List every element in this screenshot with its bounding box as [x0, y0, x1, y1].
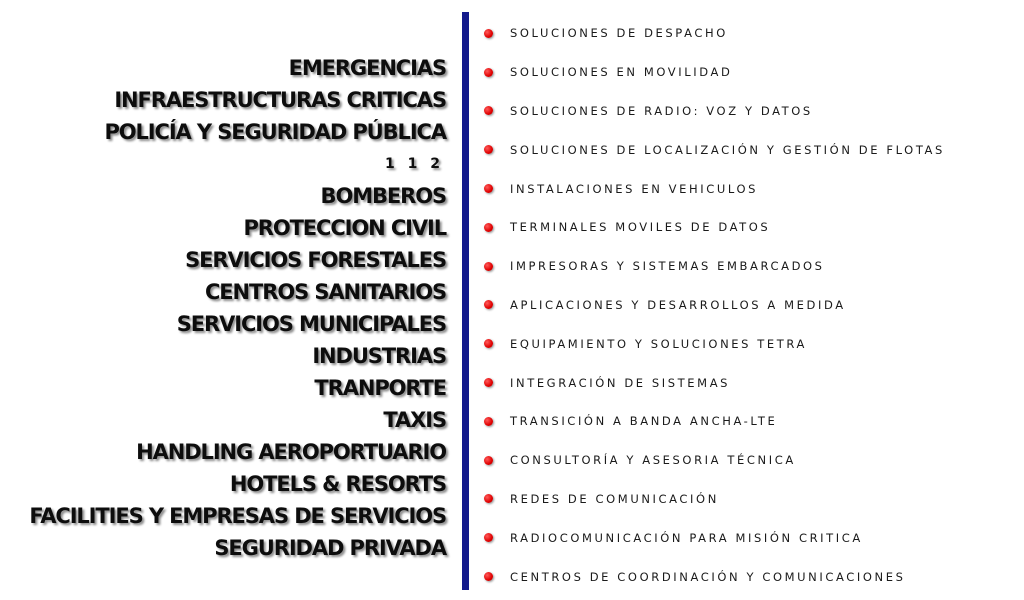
red-bullet-icon — [484, 456, 493, 465]
sector-hotels-resorts: HOTELS & RESORTS — [229, 472, 446, 496]
red-bullet-icon — [484, 29, 493, 38]
sector-taxis: TAXIS — [383, 408, 446, 432]
solution-item — [484, 402, 1024, 441]
solution-item — [484, 324, 1024, 363]
solution-item — [484, 169, 1024, 208]
red-bullet-icon — [484, 339, 493, 348]
solutions-list — [484, 14, 1024, 596]
red-bullet-icon — [484, 300, 493, 309]
solution-label: INSTALACIONES EN VEHICULOS — [510, 181, 759, 196]
solution-label: SOLUCIONES DE LOCALIZACIÓN Y GESTIÓN DE FLOTAS — [510, 142, 945, 157]
solution-item — [484, 92, 1024, 131]
solution-item — [484, 130, 1024, 169]
solution-item — [484, 247, 1024, 286]
sector-servicios-forestales: SERVICIOS FORESTALES — [185, 248, 446, 272]
solution-item — [484, 557, 1024, 596]
solution-label: SOLUCIONES EN MOVILIDAD — [510, 65, 733, 80]
sector-handling-aeroportuario: HANDLING AEROPORTUARIO — [136, 440, 446, 464]
solution-item — [484, 14, 1024, 53]
solution-label: CENTROS DE COORDINACIÓN Y COMUNICACIONES — [510, 569, 906, 584]
vertical-divider — [462, 12, 469, 590]
sectors-list — [0, 52, 446, 564]
solution-label: TERMINALES MOVILES DE DATOS — [510, 220, 771, 235]
sector-infraestructuras-criticas: INFRAESTRUCTURAS CRITICAS — [114, 88, 446, 112]
solution-label: IMPRESORAS Y SISTEMAS EMBARCADOS — [510, 259, 825, 274]
solution-label: TRANSICIÓN A BANDA ANCHA-LTE — [510, 414, 778, 429]
red-bullet-icon — [484, 572, 493, 581]
solution-item — [484, 286, 1024, 325]
sector-seguridad-privada: SEGURIDAD PRIVADA — [214, 536, 446, 560]
solution-label: APLICACIONES Y DESARROLLOS A MEDIDA — [510, 297, 846, 312]
solution-label: SOLUCIONES DE RADIO: VOZ Y DATOS — [510, 103, 813, 118]
solution-item — [484, 208, 1024, 247]
solution-label: RADIOCOMUNICACIÓN PARA MISIÓN CRITICA — [510, 530, 863, 545]
solution-item — [484, 53, 1024, 92]
solution-label: REDES DE COMUNICACIÓN — [510, 491, 719, 506]
solution-item — [484, 363, 1024, 402]
red-bullet-icon — [484, 262, 493, 271]
red-bullet-icon — [484, 106, 493, 115]
sector-facilities-empresas-servicios: FACILITIES Y EMPRESAS DE SERVICIOS — [29, 504, 446, 528]
sector-servicios-municipales: SERVICIOS MUNICIPALES — [176, 312, 446, 336]
solution-label: EQUIPAMIENTO Y SOLUCIONES TETRA — [510, 336, 807, 351]
sector-112: 1 1 2 — [385, 156, 444, 172]
red-bullet-icon — [484, 378, 493, 387]
solution-label: CONSULTORÍA Y ASESORIA TÉCNICA — [510, 453, 796, 468]
red-bullet-icon — [484, 223, 493, 232]
solution-label: SOLUCIONES DE DESPACHO — [510, 26, 728, 41]
red-bullet-icon — [484, 184, 493, 193]
sector-centros-sanitarios: CENTROS SANITARIOS — [205, 280, 446, 304]
red-bullet-icon — [484, 494, 493, 503]
sector-emergencias: EMERGENCIAS — [288, 56, 446, 80]
red-bullet-icon — [484, 417, 493, 426]
red-bullet-icon — [484, 68, 493, 77]
red-bullet-icon — [484, 145, 493, 154]
sector-policia-seguridad-publica: POLICÍA Y SEGURIDAD PÚBLICA — [104, 120, 446, 144]
sector-tranporte: TRANPORTE — [314, 376, 446, 400]
sector-industrias: INDUSTRIAS — [312, 344, 446, 368]
solution-item — [484, 518, 1024, 557]
red-bullet-icon — [484, 533, 493, 542]
sector-bomberos: BOMBEROS — [320, 184, 446, 208]
solution-item — [484, 480, 1024, 519]
sector-proteccion-civil: PROTECCION CIVIL — [243, 216, 446, 240]
solution-label: INTEGRACIÓN DE SISTEMAS — [510, 375, 731, 390]
solution-item — [484, 441, 1024, 480]
